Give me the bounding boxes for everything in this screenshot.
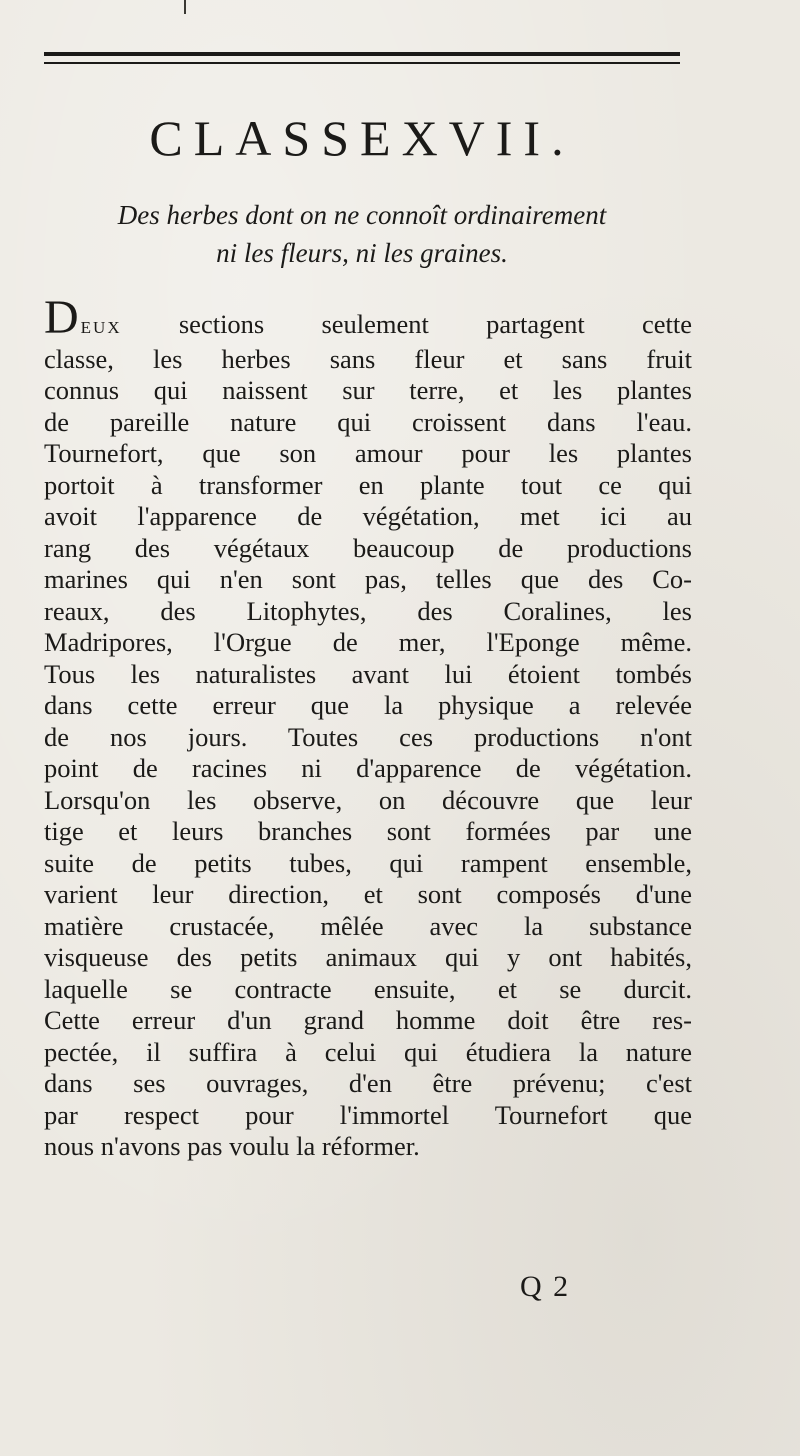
text-line: varient leur direction, et sont composés d'une <box>44 879 692 909</box>
text-line: suite de petits tubes, qui rampent ensemble, <box>44 847 692 878</box>
text-line: Tous les naturalistes avant lui étoient tombés <box>44 658 692 689</box>
text-line: laquelle se contracte ensuite, et se durcit. <box>44 973 692 1004</box>
header-rule-thick <box>44 52 680 56</box>
text-line: connus qui naissent sur terre, et les plantes <box>44 375 692 405</box>
text-line: de nos jours. Toutes ces productions n'ont <box>44 721 692 752</box>
text-line: dans ses ouvrages, d'en être prévenu; c'est <box>44 1068 692 1098</box>
header-rule-thin <box>44 62 680 64</box>
text-line: Madripores, l'Orgue de mer, l'Eponge même. <box>44 627 692 657</box>
text-line: visqueuse des petits animaux qui y ont habités, <box>44 942 692 972</box>
drop-cap: D <box>44 291 81 344</box>
text-line: dans cette erreur que la physique a relevée <box>44 690 692 720</box>
text-line: pectée, il suffira à celui qui étudiera la nature <box>44 1036 692 1067</box>
text-line: marines qui n'en sont pas, telles que des Co- <box>44 564 692 594</box>
text-line: Tournefort, que son amour pour les plantes <box>44 438 692 468</box>
class-title: CLASSEXVII. <box>149 110 575 166</box>
text-line: matière crustacée, mêlée avec la substance <box>44 910 692 941</box>
text-line: de pareille nature qui croissent dans l'eau. <box>44 406 692 437</box>
text-line: Cette erreur d'un grand homme doit être res- <box>44 1005 692 1035</box>
text-line: portoit à transformer en plante tout ce qui <box>44 469 692 500</box>
subtitle-line-2: ni les fleurs, ni les graines. <box>216 238 508 268</box>
small-caps-word: EUX <box>80 318 122 337</box>
text-line: par respect pour l'immortel Tournefort que <box>44 1099 692 1130</box>
text-line: tige et leurs branches sont formées par une <box>44 816 692 846</box>
page-edge-mark <box>184 0 186 14</box>
text-line: rang des végétaux beaucoup de productions <box>44 532 692 563</box>
text-line: Lorsqu'on les observe, on découvre que leur <box>44 784 692 815</box>
class-subtitle <box>30 196 694 272</box>
text-line-last: nous n'avons pas voulu la réformer. <box>44 1131 420 1161</box>
text-line: reaux, des Litophytes, des Coralines, les <box>44 595 692 626</box>
text-line: point de racines ni d'apparence de végétation. <box>44 753 692 783</box>
text-line-first <box>44 291 692 344</box>
signature-mark: Q 2 <box>520 1270 571 1303</box>
first-line-rest: sections seulement partagent cette <box>121 309 692 339</box>
body-paragraph <box>44 291 692 1163</box>
text-line: avoit l'apparence de végétation, met ici au <box>44 501 692 531</box>
subtitle-line-1: Des herbes dont on ne connoît ordinairement <box>117 200 607 230</box>
text-line: classe, les herbes sans fleur et sans fruit <box>44 343 692 374</box>
